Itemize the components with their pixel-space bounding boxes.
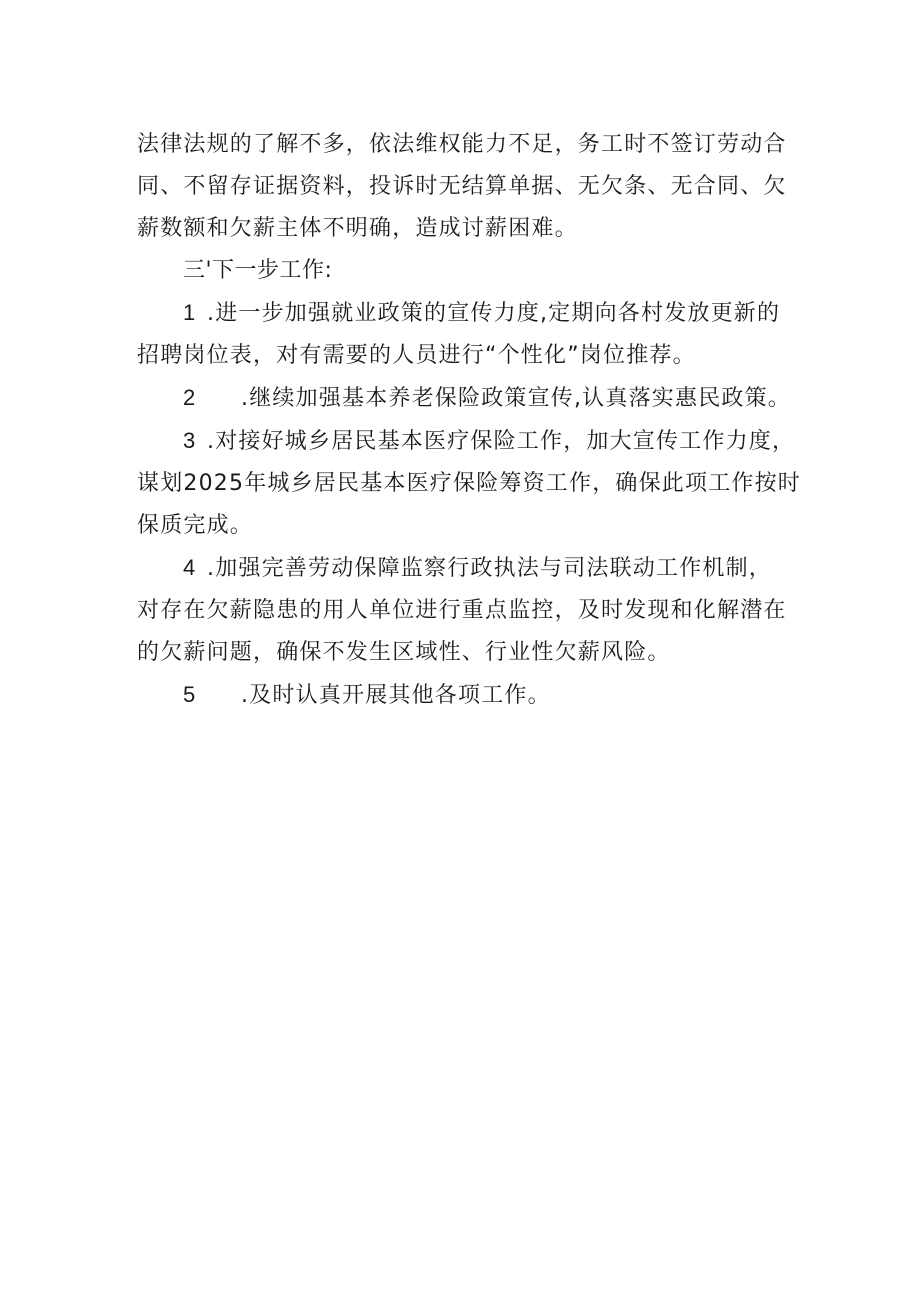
item-3-line-1 — [137, 420, 797, 463]
item-3-line-3: 保质完成。 — [137, 513, 254, 538]
item-5-number: 5 — [183, 682, 197, 707]
item-4-number: 4 — [183, 555, 197, 580]
item-2-text-1: .继续加强基本养老保险政策宣传,认真落实惠民政策。 — [241, 386, 791, 411]
item-2-line-1 — [137, 377, 797, 420]
item-1-line-2: 招聘岗位表，对有需要的人员进行“个性化”岗位推荐。 — [137, 343, 696, 368]
item-1-number: 1 — [183, 300, 197, 325]
item-1-line-1 — [137, 292, 797, 335]
item-4-line-1 — [137, 547, 797, 590]
item-3-text-1: .对接好城乡居民基本医疗保险工作，加大宣传工作力度， — [207, 429, 796, 454]
section-heading: 三'下一步工作: — [183, 258, 333, 283]
item-3-number: 3 — [183, 428, 197, 453]
item-3-line-2: 谋划2025年城乡居民基本医疗保险筹资工作，确保此项工作按时 — [137, 471, 801, 496]
document-body — [137, 124, 801, 717]
intro-line-2: 同、不留存证据资料，投诉时无结算单据、无欠条、无合同、欠 — [137, 174, 787, 199]
item-4-text-1: .加强完善劳动保障监察行政执法与司法联动工作机制， — [207, 556, 772, 581]
item-5-line-1 — [137, 674, 797, 717]
intro-line-3: 薪数额和欠薪主体不明确，造成讨薪困难。 — [137, 216, 578, 241]
item-1-text-1: .进一步加强就业政策的宣传力度,定期向各村发放更新的 — [207, 301, 781, 326]
item-2-number: 2 — [183, 385, 197, 410]
item-5-text-1: .及时认真开展其他各项工作。 — [241, 683, 551, 708]
item-4-line-3: 的欠薪问题，确保不发生区域性、行业性欠薪风险。 — [137, 640, 671, 665]
intro-line-1: 法律法规的了解不多，依法维权能力不足，务工时不签订劳动合 — [137, 132, 787, 157]
item-4-line-2: 对存在欠薪隐患的用人单位进行重点监控，及时发现和化解潜在 — [137, 598, 787, 623]
